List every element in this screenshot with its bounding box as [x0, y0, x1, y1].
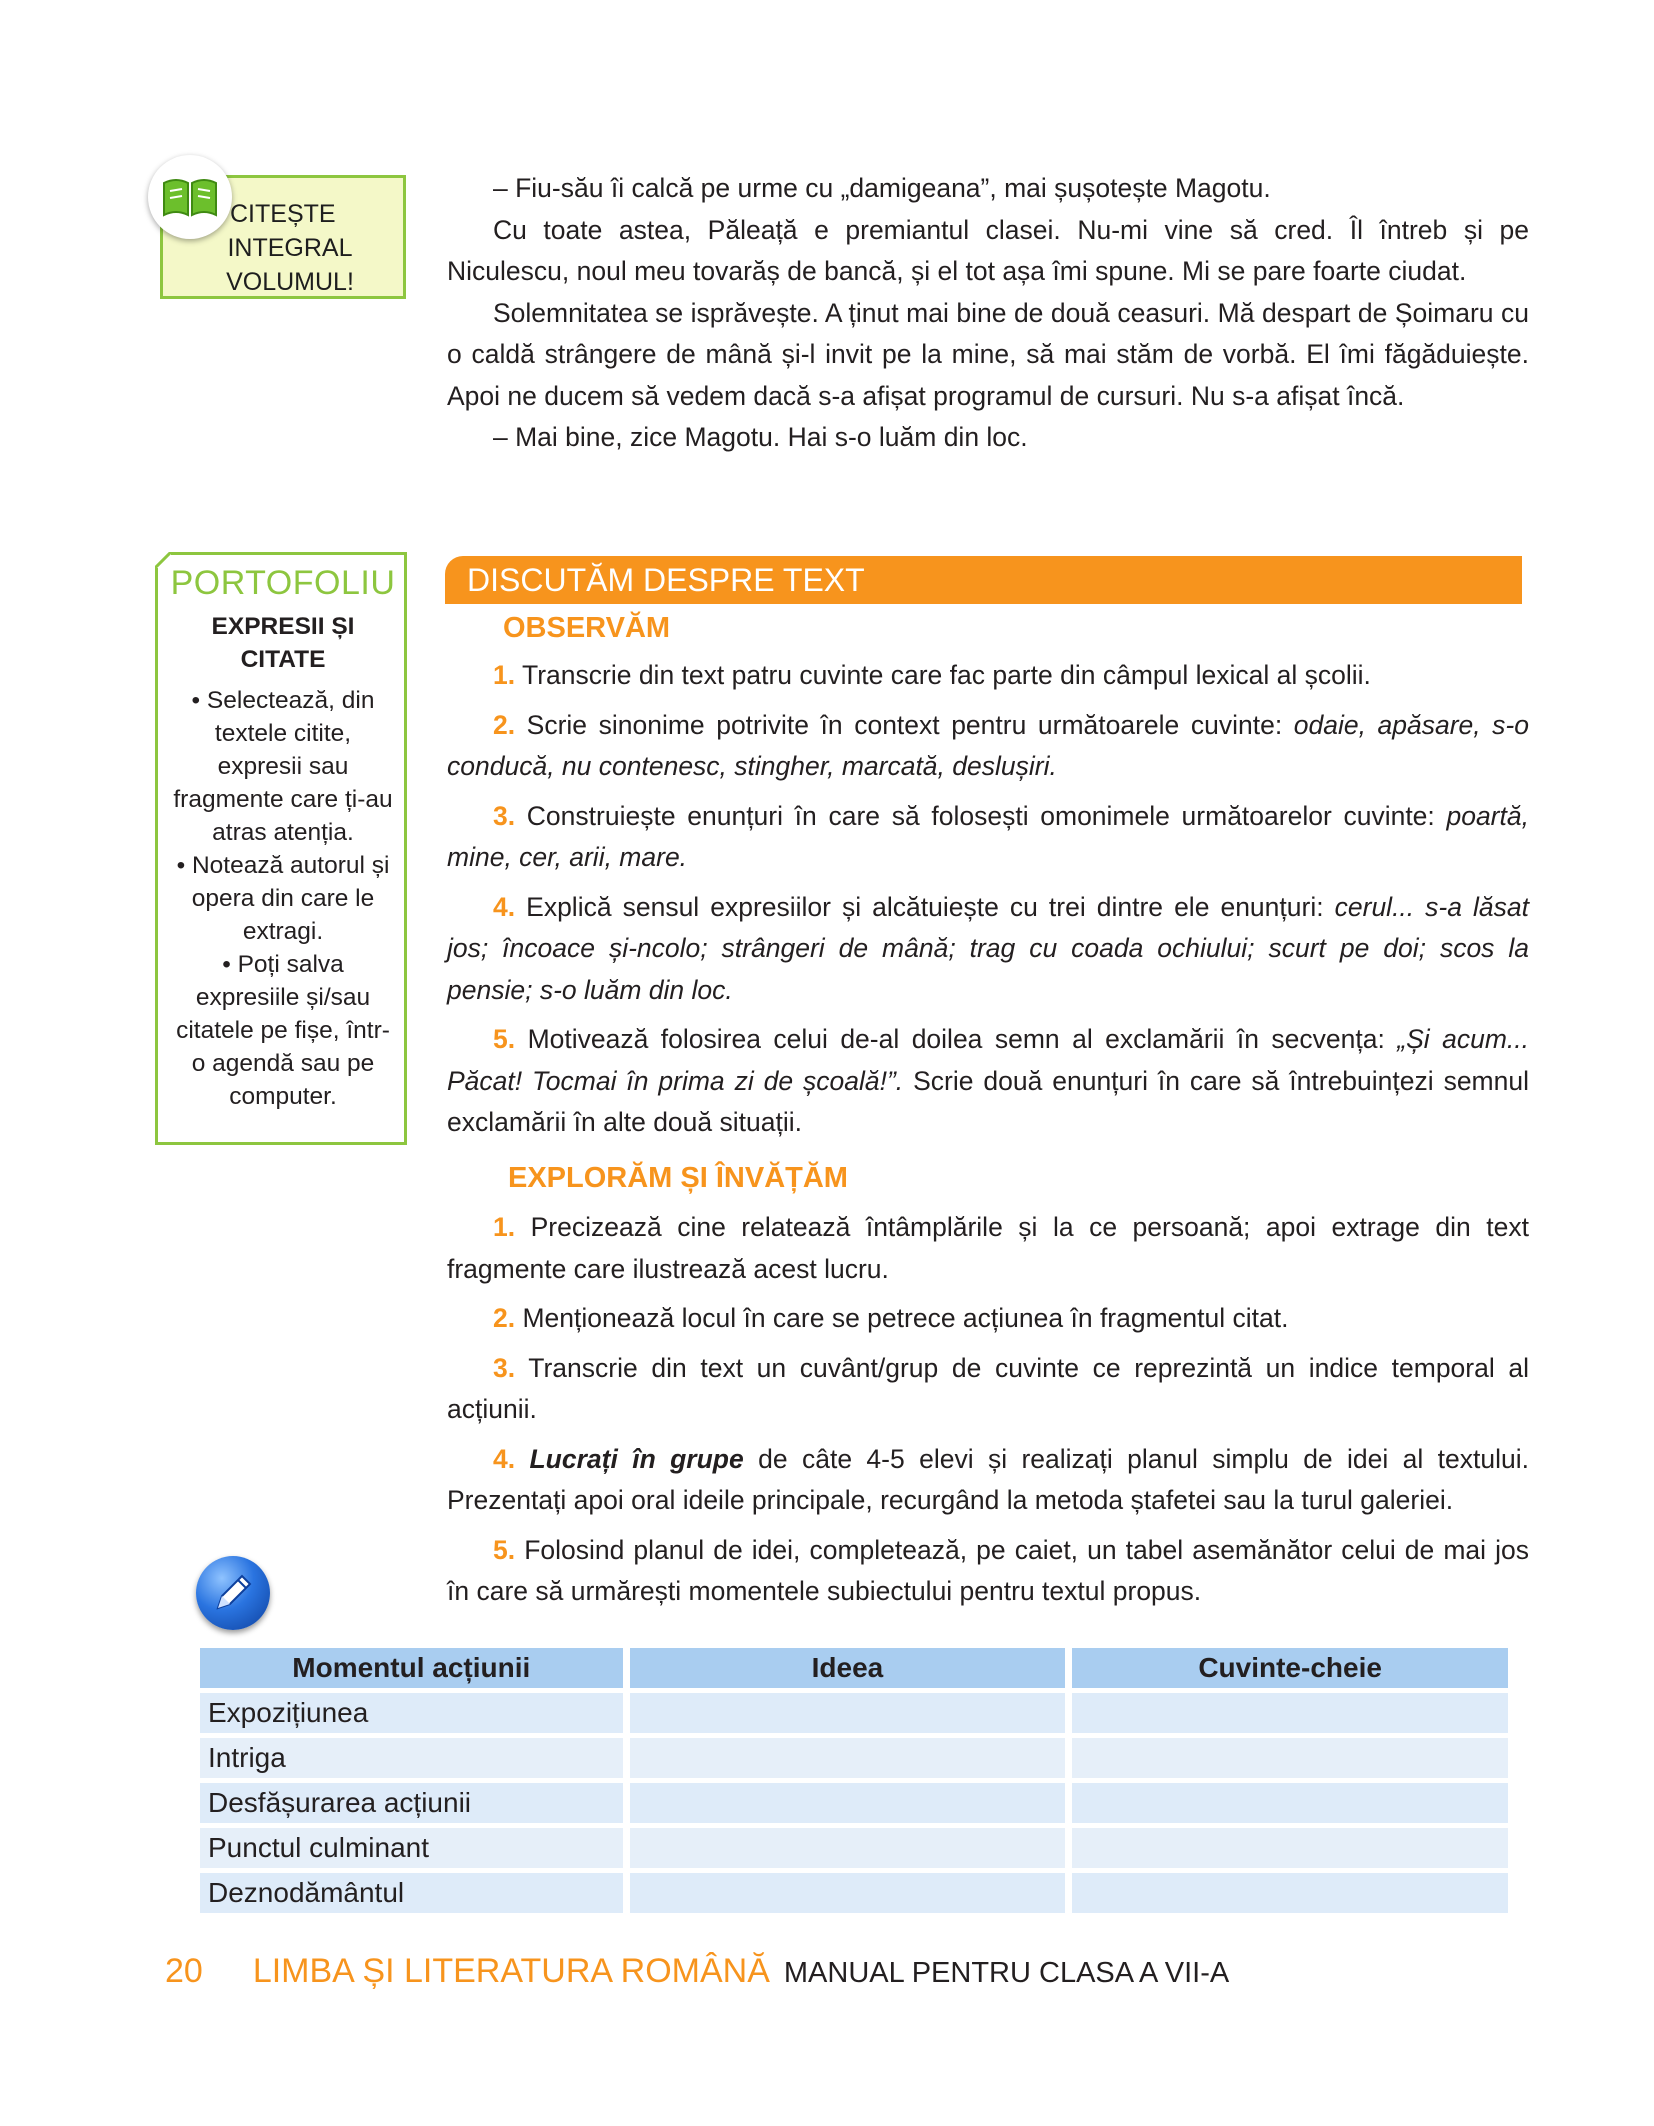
story-paragraph: – Fiu-său îi calcă pe urme cu „damigeana”, mai șușotește Magotu.: [493, 173, 1271, 203]
footer-manual: MANUAL PENTRU CLASA A VII-A: [783, 1957, 1230, 1989]
table-cell-empty: [1072, 1738, 1508, 1778]
pencil-icon: [196, 1556, 270, 1630]
exploram-heading: EXPLORĂM ȘI ÎNVĂȚĂM: [508, 1162, 848, 1194]
table-row: [200, 1873, 1508, 1913]
table-cell-empty: [1072, 1873, 1508, 1913]
table-cell-empty: [630, 1828, 1066, 1868]
story-paragraph: Solemnitatea se isprăvește. A ținut mai bine de două ceasuri. Mă despart de Șoimaru cu o caldă strângere de mână și-l invit pe la mine, să mai stăm de vorbă. El îmi făgăduiește. Apoi ne ducem să vedem dacă s-a afișat programul de cursuri. Nu s-a afișat încă.: [447, 297, 1529, 411]
question-item: [447, 1348, 1529, 1431]
question-number: 5.: [493, 1024, 516, 1054]
read-reminder-line2: INTEGRAL: [227, 234, 353, 262]
question-number: 1.: [493, 660, 516, 690]
observam-heading: OBSERVĂM: [503, 612, 671, 644]
observam-questions: [447, 655, 1529, 1144]
exploram-questions: [447, 1207, 1529, 1613]
question-text: de câte 4-5 elevi și realizați planul simplu de idei al textului. Prezentați apoi oral ideile principale, recurgând la metoda ștafetei sau la turul galeriei.: [447, 1443, 1529, 1515]
table-cell-empty: [630, 1738, 1066, 1778]
question-number: 1.: [493, 1212, 516, 1242]
footer-subject: LIMBA ȘI LITERATURA ROMÂNĂ: [252, 1952, 770, 1990]
table-row: [200, 1693, 1508, 1733]
question-item: [447, 796, 1529, 879]
story-paragraph: Cu toate astea, Păleață e premiantul clasei. Nu-mi vine să cred. Îl întreb și pe Niculescu, noul meu tovarăș de bancă, și el tot așa îmi spune. Mi se pare foarte ciudat.: [447, 214, 1529, 286]
page-number: 20: [165, 1952, 203, 1990]
question-quote: „Și acum... Păcat! Tocmai în prima zi de școală!”.: [447, 1024, 1530, 1096]
question-item: [447, 1530, 1529, 1613]
question-text: Explică sensul expresiilor și alcătuiește cu trei dintre ele enunțuri:: [526, 891, 1335, 922]
table-cell-empty: [1072, 1828, 1508, 1868]
table-cell-moment: Intriga: [200, 1738, 623, 1778]
portfolio-corner: [155, 552, 171, 568]
question-number: 2.: [493, 709, 516, 740]
table-cell-moment: Punctul culminant: [200, 1828, 623, 1868]
story-paragraph: – Mai bine, zice Magotu. Hai s-o luăm din loc.: [493, 422, 1028, 452]
question-text: Transcrie din text un cuvânt/grup de cuvinte ce reprezintă un indice temporal al acțiunii.: [447, 1352, 1529, 1424]
table-row: [200, 1828, 1508, 1868]
question-text: Menționează locul în care se petrece acțiunea în fragmentul citat.: [522, 1303, 1289, 1333]
question-words: poartă, mine, cer, arii, mare.: [447, 800, 1529, 872]
table-cell-moment: Deznodământul: [200, 1873, 623, 1913]
question-text: Construiește enunțuri în care să folosești omonimele următoarelor cuvinte:: [526, 800, 1447, 831]
question-text: Transcrie din text patru cuvinte care fac parte din câmpul lexical al școlii.: [522, 660, 1371, 690]
plot-moments-table: [193, 1643, 1515, 1918]
question-text: Motivează folosirea celui de-al doilea semn al exclamării în secvența:: [527, 1024, 1398, 1054]
table-header-cell: Ideea: [630, 1648, 1066, 1688]
read-reminder-line1: CITEȘTE: [230, 200, 336, 228]
table-header-cell: Cuvinte-cheie: [1072, 1648, 1508, 1688]
portfolio-instructions: [170, 684, 396, 1113]
question-text: Scrie două enunțuri în care să întrebuințezi semnul exclamării în alte două situații.: [447, 1065, 1529, 1137]
table-cell-empty: [630, 1693, 1066, 1733]
question-item: [447, 887, 1529, 1012]
question-words: odaie, apăsare, s-o conducă, nu contenesc, stingher, marcată, deslușiri.: [447, 709, 1529, 781]
question-text: Folosind planul de idei, completează, pe caiet, un tabel asemănător celui de mai jos în care să urmărești momentele subiectului pentru textul propus.: [447, 1534, 1529, 1606]
read-reminder-text: [200, 197, 380, 299]
question-number: 4.: [493, 891, 516, 922]
section-header: DISCUTĂM DESPRE TEXT: [445, 556, 1522, 604]
table-cell-empty: [630, 1873, 1066, 1913]
question-item: [447, 1298, 1529, 1340]
portfolio-bullet: • Poți salva expresiile și/sau citatele pe fișe, într-o agendă sau pe computer.: [176, 951, 390, 1110]
question-number: 3.: [493, 800, 516, 831]
question-item: [447, 1439, 1529, 1522]
portfolio-subtitle: [170, 610, 396, 676]
question-number: 2.: [493, 1303, 516, 1333]
table-cell-empty: [1072, 1783, 1508, 1823]
question-item: [447, 1019, 1529, 1144]
table-cell-empty: [630, 1783, 1066, 1823]
portfolio-title: PORTOFOLIU: [170, 564, 396, 602]
question-words: cerul... s-a lăsat jos; încoace și-ncolo; strângeri de mână; trag cu coada ochiului; scurt pe doi; scos la pensie; s-o luăm din loc.: [447, 891, 1529, 1005]
table-cell-moment: Expozițiunea: [200, 1693, 623, 1733]
table-header-row: [200, 1648, 1508, 1688]
portfolio-subtitle-line2: CITATE: [240, 646, 326, 673]
read-reminder-line3: VOLUMUL!: [226, 268, 354, 296]
question-text: Scrie sinonime potrivite în context pentru următoarele cuvinte:: [526, 709, 1294, 740]
table-cell-empty: [1072, 1693, 1508, 1733]
table-row: [200, 1738, 1508, 1778]
table-row: [200, 1783, 1508, 1823]
question-number: 5.: [493, 1534, 516, 1565]
story-excerpt: [447, 168, 1529, 459]
question-text: Precizează cine relatează întâmplările și la ce persoană; apoi extrage din text fragmente care ilustrează acest lucru.: [447, 1212, 1529, 1284]
page-footer: [165, 1952, 1229, 1991]
question-item: [447, 655, 1529, 697]
question-number: 3.: [493, 1352, 516, 1383]
question-item: [447, 705, 1529, 788]
question-emphasis: Lucrați în grupe: [529, 1443, 744, 1474]
table-cell-moment: Desfășurarea acțiunii: [200, 1783, 623, 1823]
question-item: [447, 1207, 1529, 1290]
question-number: 4.: [493, 1443, 516, 1474]
portfolio-bullet: • Notează autorul și opera din care le extragi.: [176, 852, 390, 945]
table-header-cell: Momentul acțiunii: [200, 1648, 623, 1688]
portfolio-bullet: • Selectează, din textele citite, expresii sau fragmente care ți-au atras atenția.: [173, 687, 393, 846]
portfolio-subtitle-line1: EXPRESII ȘI: [211, 613, 355, 640]
